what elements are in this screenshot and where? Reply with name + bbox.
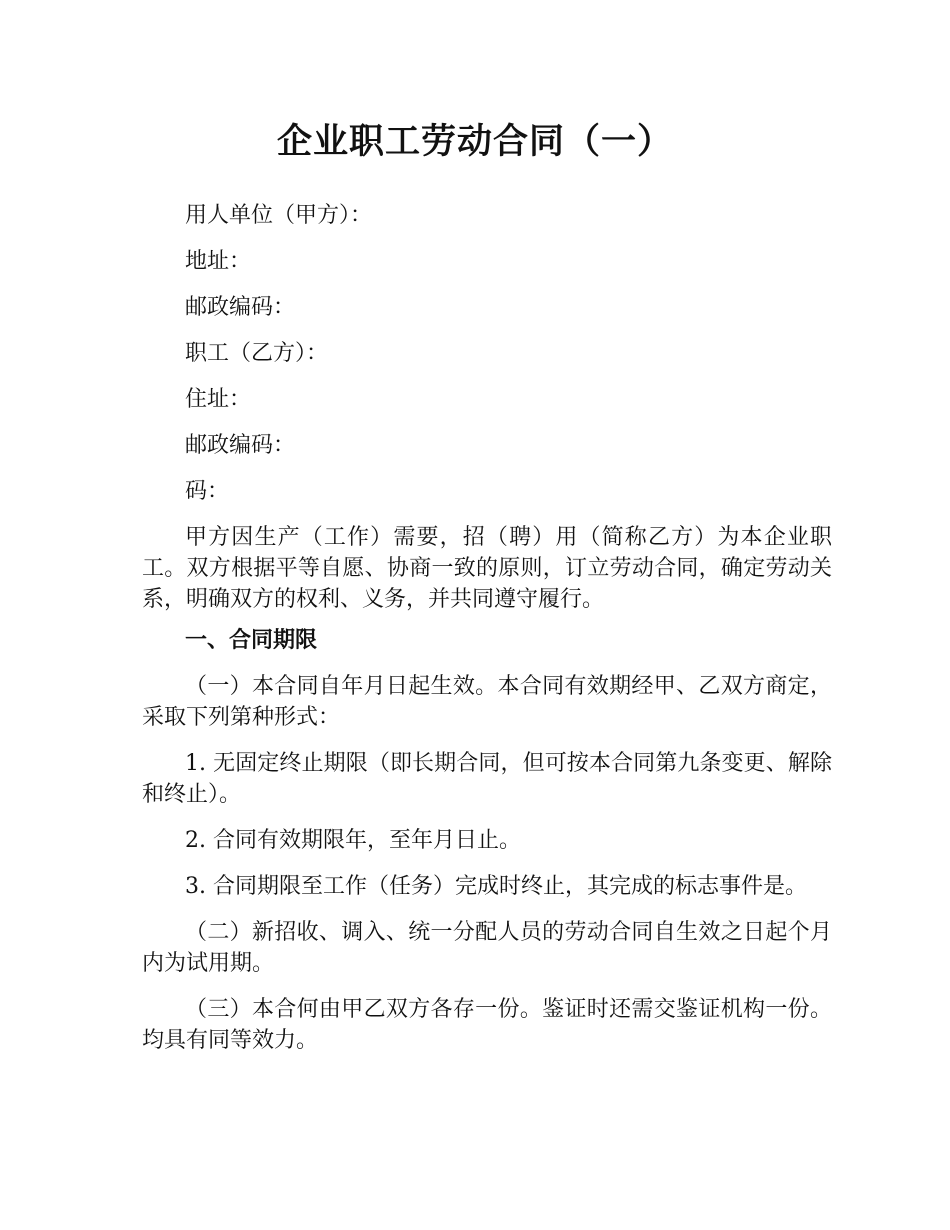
clause-1-option-3: 3. 合同期限至工作（任务）完成时终止，其完成的标志事件是。 (185, 874, 807, 899)
clause-1-option-2: 2. 合同有效期限年，至年月日止。 (185, 828, 521, 853)
clause-1-option-1: 1. 无固定终止期限（即长期合同，但可按本合同第九条变更、解除和终止）。 (142, 751, 832, 807)
employee-address-field: 住址： (185, 387, 252, 412)
clause-1-effective-date: （一）本合同自年月日起生效。本合同有效期经甲、乙双方商定，采取下列第种形式： (142, 674, 832, 730)
employer-postcode-field: 邮政编码： (185, 295, 296, 320)
document-body (142, 200, 832, 1071)
employee-postcode-field: 邮政编码： (185, 433, 296, 458)
intro-paragraph: 甲方因生产（工作）需要，招（聘）用（简称乙方）为本企业职工。双方根据平等自愿、协商一致的原则，订立劳动合同，确定劳动关系，明确双方的权利、义务，并共同遵守履行。 (142, 525, 832, 612)
employer-field: 用人单位（甲方）： (185, 203, 373, 228)
document-title: 企业职工劳动合同（一） (276, 122, 673, 162)
clause-2-probation: （二）新招收、调入、统一分配人员的劳动合同自生效之日起个月内为试用期。 (142, 920, 832, 976)
code-field: 码： (185, 479, 230, 504)
clause-3-copies: （三）本合何由甲乙双方各存一份。鉴证时还需交鉴证机构一份。均具有同等效力。 (142, 997, 832, 1053)
employee-field: 职工（乙方）： (185, 341, 329, 366)
section-heading-contract-term: 一、合同期限 (185, 628, 318, 653)
employer-address-field: 地址： (185, 249, 252, 274)
